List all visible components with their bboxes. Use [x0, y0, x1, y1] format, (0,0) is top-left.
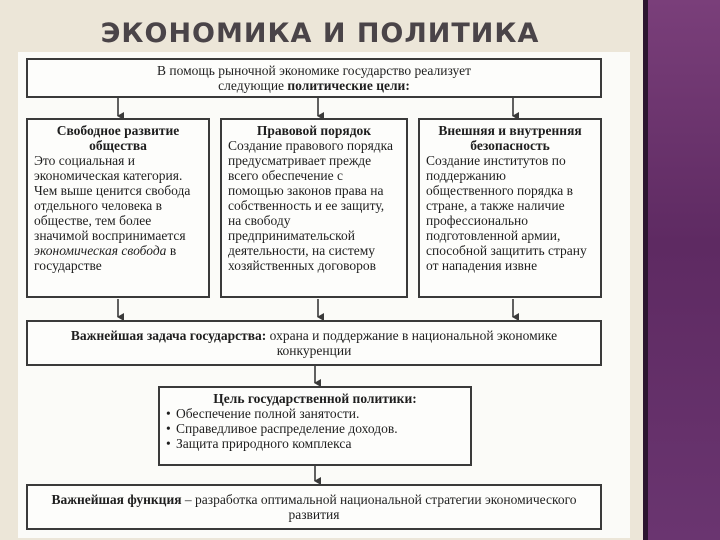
column-freedom: [26, 118, 210, 298]
column-freedom-heading: Свободное развитие общества: [56, 123, 180, 153]
state-function-box: [26, 484, 602, 530]
policy-goal-heading: Цель государственной политики:: [213, 391, 417, 406]
policy-goal-item: • Справедливое распределение доходов.: [166, 421, 464, 436]
state-task-text: охрана и поддержание в национальной экономике конкуренции: [266, 328, 558, 358]
decorative-sidebar: [648, 0, 720, 540]
state-task-box: [26, 320, 602, 366]
top-goal-box: [26, 58, 602, 98]
policy-goal-item: • Обеспечение полной занятости.: [166, 406, 464, 421]
policy-goal-item: • Защита природного комплекса: [166, 436, 464, 451]
policy-goal-box: [158, 386, 472, 466]
state-function-bold: Важнейшая функция: [51, 492, 182, 507]
column-security-heading: Внешняя и внутренняя безопасность: [438, 123, 582, 153]
column-security: [418, 118, 602, 298]
policy-goal-list: [166, 406, 464, 451]
top-line-2-bold: политические цели:: [287, 78, 410, 93]
top-line-1: В помощь рыночной экономике государство реализует: [156, 63, 472, 78]
column-freedom-text: Это социальная и экономическая категория. Чем выше ценится свобода отдельного человека в обществе, тем более значимой воспринимается экономическая свобода в государстве: [34, 153, 191, 273]
state-function-text: – разработка оптимальной национальной стратегии экономического развития: [181, 492, 577, 522]
column-legal-order-text: Создание правового порядка предусматривает прежде всего обеспечение с помощью законов права на собственность и ее защиту, на свободу предпринимательской деятельности, на систему хозяйственных договоров: [228, 138, 394, 273]
state-task-bold: Важнейшая задача государства:: [70, 328, 267, 343]
column-security-text: Создание институтов по поддержанию общественного порядка в стране, а также наличие профессионально подготовленной армии, способной защитить страну от нападения извне: [426, 153, 587, 273]
column-legal-order: [220, 118, 408, 298]
scanned-diagram: [18, 52, 630, 538]
slide-title: ЭКОНОМИКА И ПОЛИТИКА: [100, 18, 540, 49]
top-line-2: следующие политические цели:: [218, 78, 410, 93]
column-legal-order-heading: Правовой порядок: [256, 123, 372, 138]
